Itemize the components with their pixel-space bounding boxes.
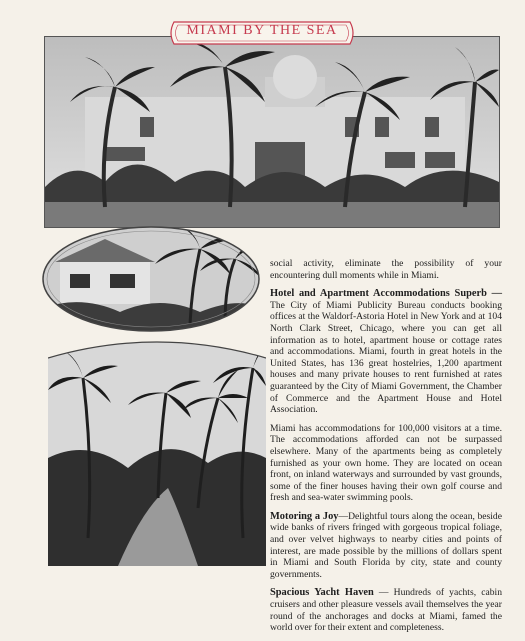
- accommodations-paragraph: Miami has accommodations for 100,000 visitors at a time. The accommodations afforded can not be surpassed elsewhere. Many of the apartments being as completely furnished as your own home. They are located on ocean front, on inland waterways and surrounded by vast grounds, some of the finer houses having their own golf course and fresh and sea-water swimming pools.: [270, 422, 502, 504]
- motoring-section: [270, 511, 502, 581]
- page-banner: [168, 20, 356, 46]
- hotel-section: [270, 288, 502, 416]
- intro-paragraph: social activity, eliminate the possibility of your encountering dull moments while in Miami.: [270, 258, 502, 281]
- hotel-text: The City of Miami Publicity Bureau conducts booking offices at the Waldorf-Astoria Hotel in New York and at 104 North Clark Street, Chicago, where you can get all information as to hotel, apartment house or cottage rates and accommodations. Miami, fourth in great hotels in the United States, has 136 great hostelries, 1,200 apartment houses and many private houses to rent furnished at rates guaranteed by the City of Miami Government, the Chamber of Commerce and the Apartment House and Hotel Association.: [270, 299, 502, 416]
- bungalow-photo: [40, 224, 262, 334]
- palm-path-photo: [48, 338, 266, 566]
- article-body: [270, 258, 502, 641]
- yacht-heading: Spacious Yacht Haven: [270, 587, 374, 599]
- page-title: MIAMI BY THE SEA: [186, 23, 338, 38]
- hotel-heading: Hotel and Apartment Accommodations Superb —: [270, 288, 502, 300]
- motoring-heading: Motoring a Joy: [270, 510, 339, 522]
- yacht-section: [270, 587, 502, 633]
- hotel-photo: [44, 36, 500, 228]
- motoring-text: —Delightful tours along the ocean, beside wide banks of rivers fringed with gorgeous tropical foliage, and over velvet highways to nearby cities and points of interest, are made possible by the millions of dollars spent in Miami and South Florida by city, state and county governments.: [270, 510, 502, 580]
- yacht-text: — Hundreds of yachts, cabin cruisers and other pleasure vessels avail themselves the year round of the anchorages and docks at Miami, famed the world over for their extent and completeness.: [270, 587, 502, 634]
